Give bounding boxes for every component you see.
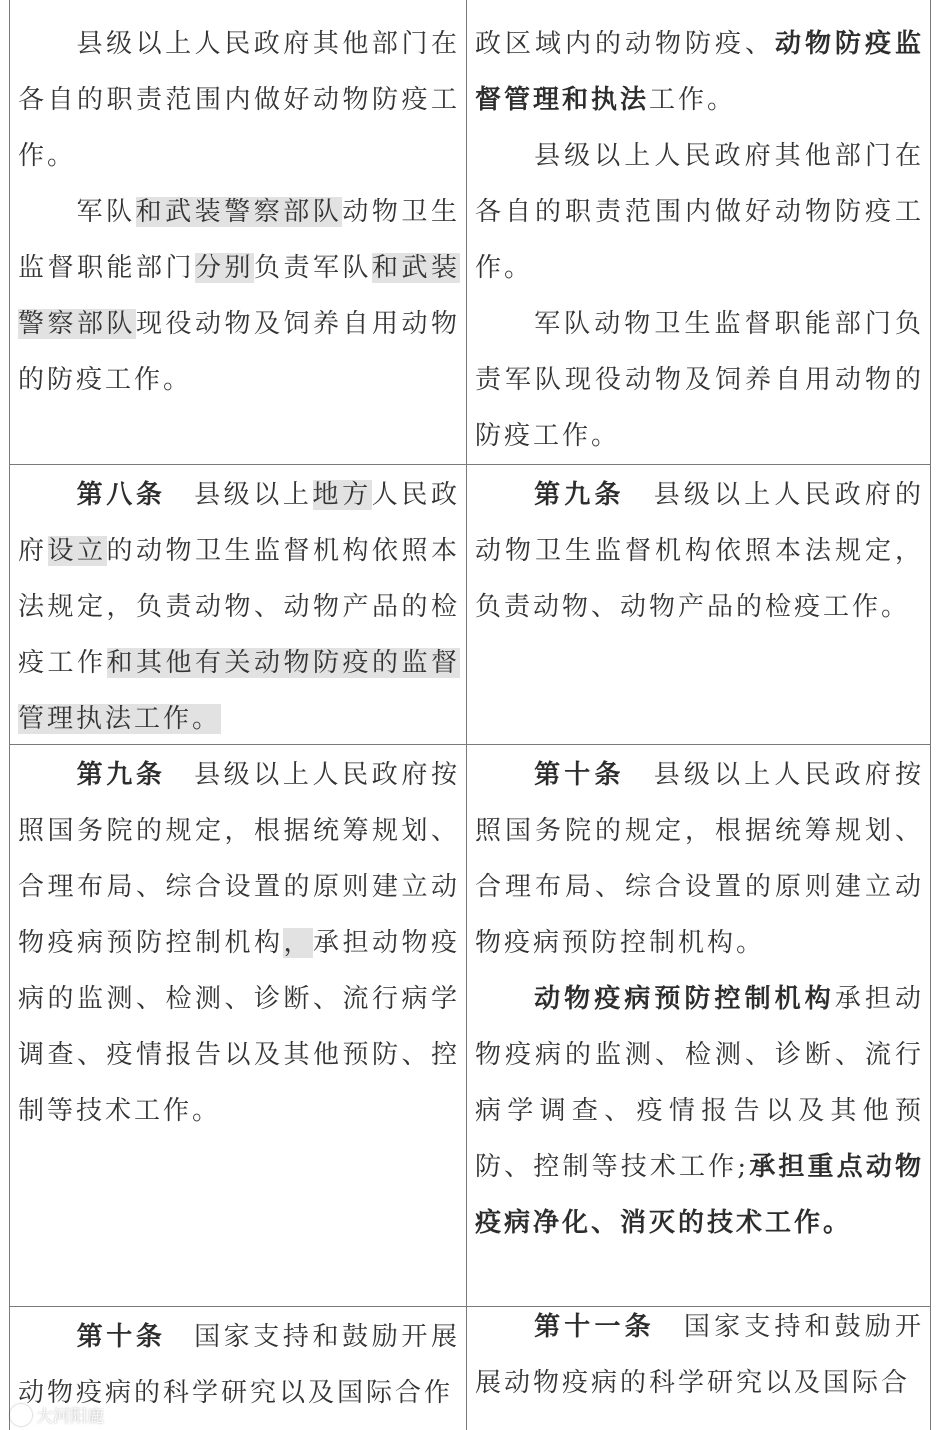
highlighted-text: 和武装警察部队	[135, 197, 343, 227]
right-cell	[467, 745, 930, 1306]
right-cell	[467, 1307, 930, 1430]
text: 政区域内的动物防疫、	[475, 29, 775, 59]
paragraph	[475, 128, 924, 296]
paragraph	[18, 184, 460, 408]
text: 军队动物卫生监督职能部门负责军队现役动物及饲养自用动物的防疫工作。	[475, 309, 924, 451]
paragraph	[18, 467, 460, 744]
text: 军队	[76, 197, 136, 227]
paragraph	[475, 1307, 924, 1411]
text: 县级以上	[193, 480, 313, 510]
highlighted-text: 和武装警察部队	[18, 253, 460, 339]
left-cell	[10, 745, 467, 1306]
article-number: 第十条	[76, 1322, 166, 1352]
table-row	[10, 465, 930, 745]
bold-text: 动物防疫监督管理和执法	[475, 29, 924, 115]
text: 承担动物疫病的监测、检测、诊断、流行病学调查、疫情报告以及其他预防、控制等技术工作;	[475, 984, 924, 1182]
table-row	[10, 1307, 930, 1430]
paragraph	[475, 467, 924, 635]
table-row	[10, 745, 930, 1307]
article-number: 第九条	[533, 480, 625, 510]
paragraph	[475, 296, 924, 464]
table-row	[10, 0, 930, 465]
text: 人民政府	[18, 480, 460, 566]
text: 县级以上人民政府的动物卫生监督机构依照本法规定，负责动物、动物产品的检疫工作。	[475, 480, 924, 622]
watermark-logo-icon	[10, 1404, 32, 1426]
highlighted-text: 分别	[194, 253, 254, 283]
text: 县级以上人民政府其他部门在各自的职责范围内做好动物防疫工作。	[475, 141, 924, 283]
text: 县级以上人民政府其他部门在各自的职责范围内做好动物防疫工作。	[18, 29, 460, 171]
right-cell	[467, 0, 930, 464]
article-number: 第十条	[533, 760, 625, 790]
text: 工作。	[649, 85, 737, 115]
text: 国家支持和鼓励开展动物疫病的科学研究以及国际合	[475, 1312, 924, 1398]
text: 县级以上人民政府按照国务院的规定，根据统筹规划、合理布局、综合设置的原则建立动物疫病预防控制机构	[18, 760, 460, 958]
article-number: 第八条	[76, 480, 166, 510]
right-cell	[467, 465, 930, 744]
watermark-text: 大河阳鹿	[36, 1407, 104, 1427]
text: 的动物卫生监督机构依照本法规定，负责动物、动物产品的检疫工作	[18, 536, 460, 678]
highlighted-text: 地方	[312, 480, 372, 510]
text: 承担动物疫病的监测、检测、诊断、流行病学调查、疫情报告以及其他预防、控制等技术工作。	[18, 928, 460, 1126]
comparison-table	[9, 0, 931, 1430]
paragraph	[18, 16, 460, 184]
paragraph	[18, 747, 460, 1139]
highlighted-text: 设立	[47, 536, 107, 566]
article-number: 第九条	[76, 760, 166, 790]
paragraph	[475, 971, 924, 1251]
text: 负责军队	[253, 253, 372, 283]
watermark	[10, 1402, 104, 1427]
text: 县级以上人民政府按照国务院的规定，根据统筹规划、合理布局、综合设置的原则建立动物疫病预防控制机构。	[475, 760, 924, 958]
highlighted-text: ，	[283, 928, 313, 958]
bold-text: 动物疫病预防控制机构	[533, 984, 835, 1014]
highlighted-text: 和其他有关动物防疫的监督管理执法工作。	[18, 648, 460, 734]
bold-text: 承担重点动物疫病净化、消灭的技术工作。	[475, 1152, 924, 1238]
left-cell	[10, 465, 467, 744]
text: 现役动物及饲养自用动物的防疫工作。	[18, 309, 460, 395]
left-cell	[10, 0, 467, 464]
paragraph	[475, 16, 924, 128]
article-number: 第十一条	[533, 1312, 655, 1342]
text: 动物卫生监督职能部门	[18, 197, 460, 283]
text: 国家支持和鼓励开展动物疫病的科学研究以及国际合作	[18, 1322, 460, 1408]
paragraph	[475, 747, 924, 971]
